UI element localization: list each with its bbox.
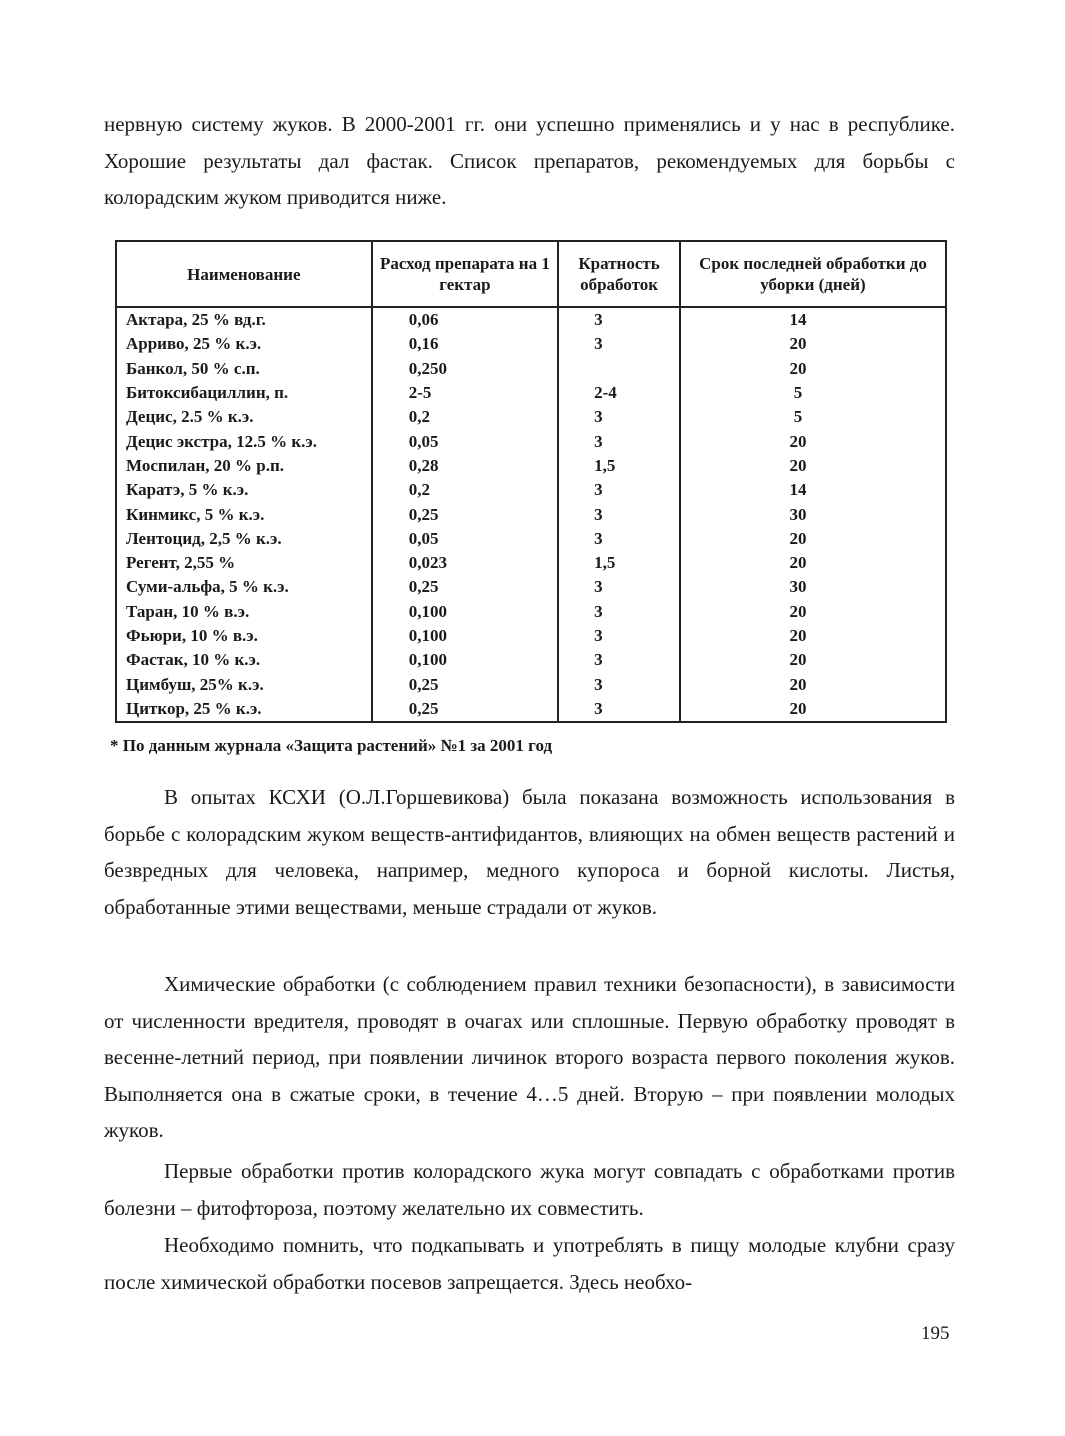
table-row: [116, 454, 946, 478]
cell-name: Моспилан, 20 % р.п.: [116, 454, 372, 478]
table-row: [116, 502, 946, 526]
cell-rate: 0,100: [372, 600, 558, 624]
cell-frequency: 3: [558, 527, 680, 551]
cell-frequency: 3: [558, 697, 680, 722]
body-paragraph: Химические обработки (с соблюдением правил техники безопасности), в зависимости от численности вредителя, проводят в очагах или сплошные. Первую обработку проводят в весенне-летний период, при появлении личинок второго возраста первого поколения жуков. Выполняется она в сжатые сроки, в течение 4…5 дней. Вторую – при появлении молодых жуков.: [104, 972, 955, 1142]
cell-rate: 0,25: [372, 575, 558, 599]
cell-name: Децис экстра, 12.5 % к.э.: [116, 429, 372, 453]
body-paragraph: Необходимо помнить, что подкапывать и употреблять в пищу молодые клубни сразу после химической обработки посевов запрещается. Здесь необхо-: [104, 1233, 955, 1294]
cell-name: Банкол, 50 % с.п.: [116, 357, 372, 381]
cell-frequency: 2-4: [558, 381, 680, 405]
cell-days: 30: [680, 502, 946, 526]
cell-days: 5: [680, 405, 946, 429]
cell-days: 20: [680, 600, 946, 624]
cell-frequency: 1,5: [558, 454, 680, 478]
cell-frequency: 3: [558, 648, 680, 672]
cell-frequency: 1,5: [558, 551, 680, 575]
header-frequency: Кратность обработок: [558, 241, 680, 307]
cell-rate: 0,250: [372, 357, 558, 381]
body-paragraph: Первые обработки против колорадского жука могут совпадать с обработками против болезни – фитофтороза, поэтому желательно их совместить.: [104, 1159, 955, 1220]
table-row: [116, 551, 946, 575]
cell-rate: 0,05: [372, 527, 558, 551]
cell-rate: 0,100: [372, 648, 558, 672]
cell-frequency: 3: [558, 575, 680, 599]
table-row: [116, 332, 946, 356]
table-row: [116, 600, 946, 624]
cell-days: 20: [680, 697, 946, 722]
cell-days: 20: [680, 357, 946, 381]
cell-name: Таран, 10 % в.э.: [116, 600, 372, 624]
cell-rate: 0,2: [372, 478, 558, 502]
cell-days: 5: [680, 381, 946, 405]
cell-rate: 0,25: [372, 697, 558, 722]
cell-days: 14: [680, 478, 946, 502]
table-body: [116, 307, 946, 722]
cell-rate: 0,023: [372, 551, 558, 575]
cell-frequency: 3: [558, 502, 680, 526]
table-row: [116, 648, 946, 672]
table-header-row: [116, 241, 946, 307]
cell-name: Децис, 2.5 % к.э.: [116, 405, 372, 429]
table-row: [116, 624, 946, 648]
cell-frequency: 3: [558, 624, 680, 648]
cell-frequency: 3: [558, 600, 680, 624]
body-paragraph: В опытах КСХИ (О.Л.Горшевикова) была показана возможность использования в борьбе с колорадским жуком веществ-антифидантов, влияющих на обмен веществ растений и безвредных для человека, например, медного купороса и борной кислоты. Листья, обработанные этими веществами, меньше страдали от жуков.: [104, 785, 955, 919]
cell-frequency: 3: [558, 332, 680, 356]
cell-rate: 0,28: [372, 454, 558, 478]
cell-frequency: [558, 357, 680, 381]
header-days: Срок последней обработки до уборки (дней): [680, 241, 946, 307]
header-name: Наименование: [116, 241, 372, 307]
table-row: [116, 429, 946, 453]
cell-days: 20: [680, 527, 946, 551]
cell-days: 20: [680, 454, 946, 478]
cell-rate: 0,100: [372, 624, 558, 648]
table-row: [116, 697, 946, 722]
cell-frequency: 3: [558, 307, 680, 332]
table-row: [116, 307, 946, 332]
cell-name: Лентоцид, 2,5 % к.э.: [116, 527, 372, 551]
cell-rate: 0,25: [372, 672, 558, 696]
cell-days: 20: [680, 551, 946, 575]
cell-days: 20: [680, 429, 946, 453]
cell-name: Битоксибациллин, п.: [116, 381, 372, 405]
cell-days: 20: [680, 332, 946, 356]
cell-name: Фьюри, 10 % в.э.: [116, 624, 372, 648]
table-row: [116, 381, 946, 405]
cell-days: 20: [680, 648, 946, 672]
page-number: 195: [921, 1323, 950, 1344]
cell-name: Цимбуш, 25% к.э.: [116, 672, 372, 696]
cell-frequency: 3: [558, 672, 680, 696]
cell-name: Актара, 25 % вд.г.: [116, 307, 372, 332]
cell-name: Каратэ, 5 % к.э.: [116, 478, 372, 502]
cell-rate: 0,05: [372, 429, 558, 453]
cell-frequency: 3: [558, 429, 680, 453]
cell-rate: 2-5: [372, 381, 558, 405]
table-row: [116, 478, 946, 502]
cell-days: 14: [680, 307, 946, 332]
table-row: [116, 575, 946, 599]
table-row: [116, 357, 946, 381]
cell-frequency: 3: [558, 478, 680, 502]
header-rate: Расход препарата на 1 гектар: [372, 241, 558, 307]
cell-name: Кинмикс, 5 % к.э.: [116, 502, 372, 526]
cell-days: 20: [680, 624, 946, 648]
table-row: [116, 527, 946, 551]
cell-name: Регент, 2,55 %: [116, 551, 372, 575]
cell-rate: 0,25: [372, 502, 558, 526]
table-footnote: * По данным журнала «Защита растений» №1 за 2001 год: [110, 736, 553, 755]
pesticide-table: [115, 240, 947, 723]
intro-paragraph: нервную систему жуков. В 2000-2001 гг. они успешно применялись и у нас в республике. Хорошие результаты дал фастак. Список препаратов, рекомендуемых для борьбы с колорадским жуком приводится ниже.: [104, 112, 955, 209]
table-row: [116, 672, 946, 696]
cell-rate: 0,2: [372, 405, 558, 429]
cell-name: Циткор, 25 % к.э.: [116, 697, 372, 722]
cell-name: Суми-альфа, 5 % к.э.: [116, 575, 372, 599]
cell-rate: 0,06: [372, 307, 558, 332]
cell-days: 30: [680, 575, 946, 599]
cell-name: Арриво, 25 % к.э.: [116, 332, 372, 356]
table-row: [116, 405, 946, 429]
cell-frequency: 3: [558, 405, 680, 429]
cell-days: 20: [680, 672, 946, 696]
cell-rate: 0,16: [372, 332, 558, 356]
cell-name: Фастак, 10 % к.э.: [116, 648, 372, 672]
